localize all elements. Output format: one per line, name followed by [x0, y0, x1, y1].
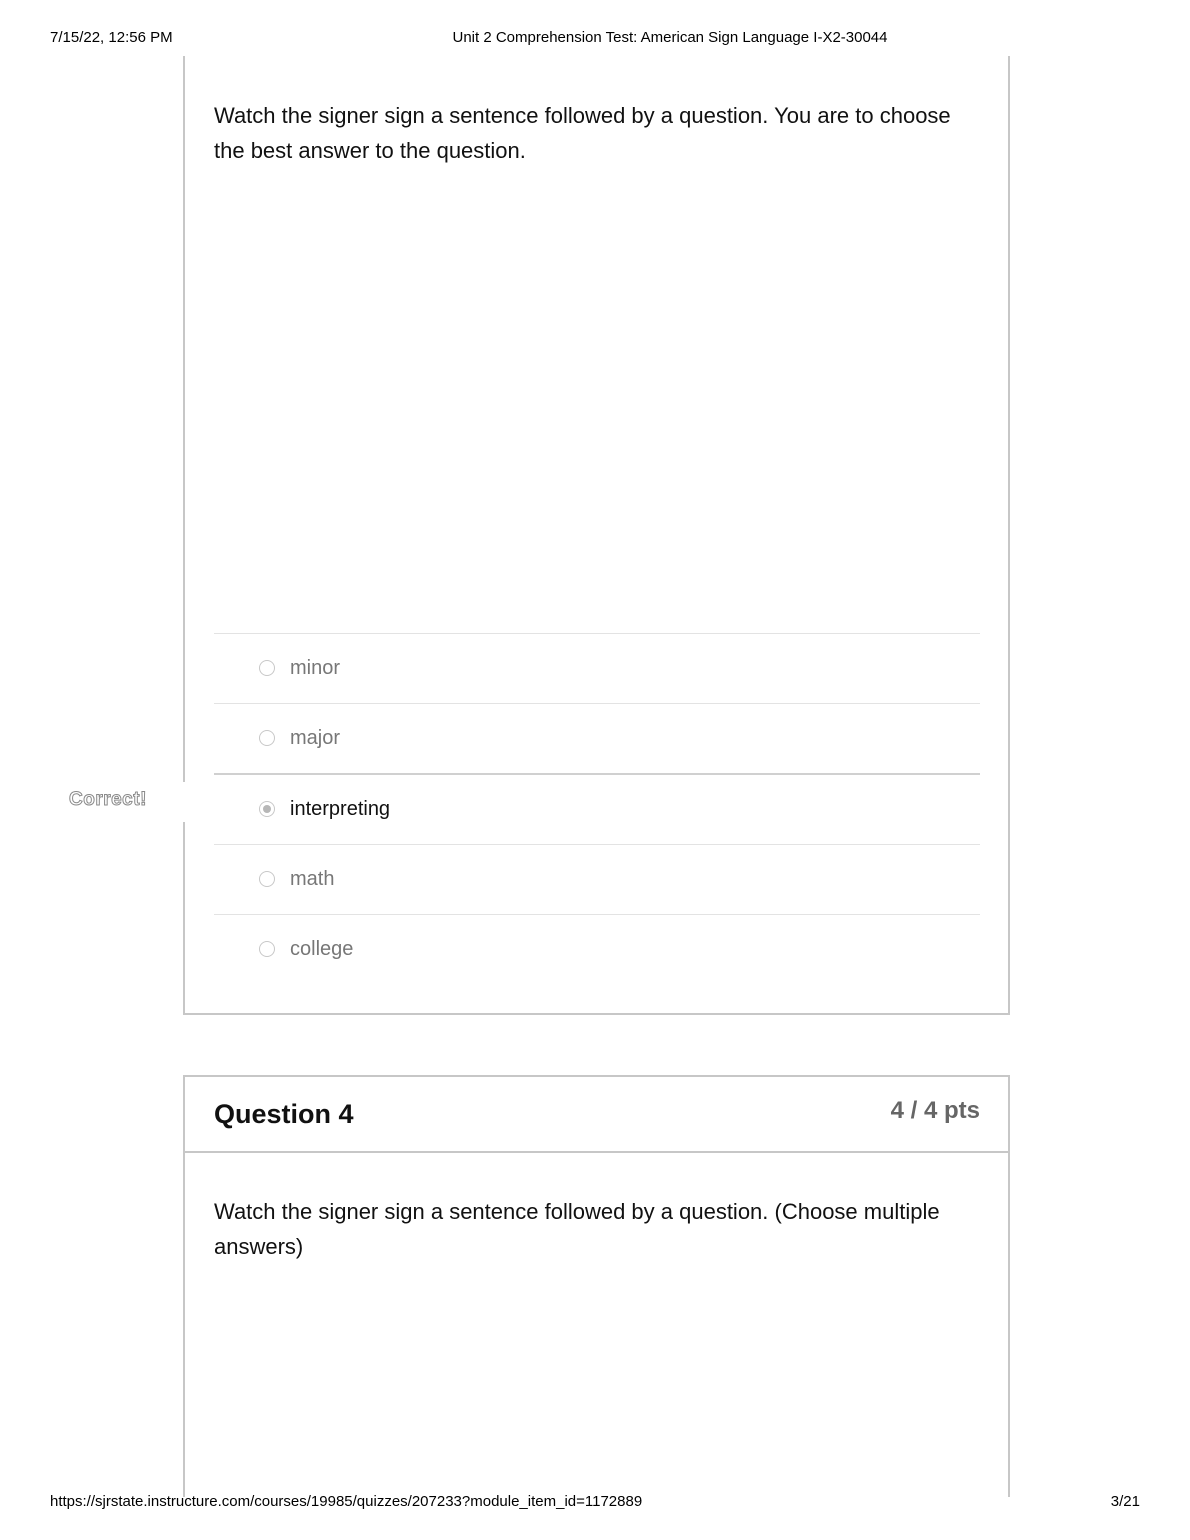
correct-answer-flag: Correct! — [69, 789, 147, 810]
question-4-card — [183, 1075, 1010, 1497]
answer-option-math[interactable] — [214, 844, 980, 914]
answer-option-minor[interactable] — [214, 633, 980, 703]
answer-label: college — [290, 938, 354, 960]
question-4-prompt: Watch the signer sign a sentence followed by a question. (Choose multiple answers) — [214, 1199, 940, 1259]
question-3-prompt: Watch the signer sign a sentence followed by a question. You are to choose the best answer to the question. — [214, 103, 951, 163]
answer-option-interpreting[interactable] — [214, 773, 980, 844]
question-3-answers — [214, 633, 980, 984]
radio-checked-icon[interactable] — [259, 801, 275, 817]
print-footer — [50, 1493, 1140, 1513]
question-4-header — [185, 1077, 1008, 1153]
correct-flag-notch — [181, 782, 187, 822]
answer-option-college[interactable] — [214, 914, 980, 984]
answer-label: minor — [290, 657, 341, 679]
answer-label: interpreting — [290, 798, 391, 820]
radio-icon[interactable] — [259, 730, 275, 746]
print-header — [50, 29, 1140, 49]
print-datetime: 7/15/22, 12:56 PM — [50, 29, 173, 46]
question-points: 4 / 4 pts — [890, 1097, 980, 1124]
print-page-number: 3/21 — [1110, 1493, 1140, 1510]
question-title: Question 4 — [214, 1099, 354, 1129]
radio-icon[interactable] — [259, 660, 275, 676]
answer-option-major[interactable] — [214, 703, 980, 773]
answer-label: major — [290, 727, 341, 749]
radio-icon[interactable] — [259, 941, 275, 957]
answer-label: math — [290, 868, 335, 890]
print-url: https://sjrstate.instructure.com/courses/19985/quizzes/207233?module_item_id=1172889 — [50, 1493, 643, 1510]
question-3-card — [183, 56, 1010, 1015]
radio-icon[interactable] — [259, 871, 275, 887]
print-page-title: Unit 2 Comprehension Test: American Sign Language I-X2-30044 — [452, 29, 888, 46]
